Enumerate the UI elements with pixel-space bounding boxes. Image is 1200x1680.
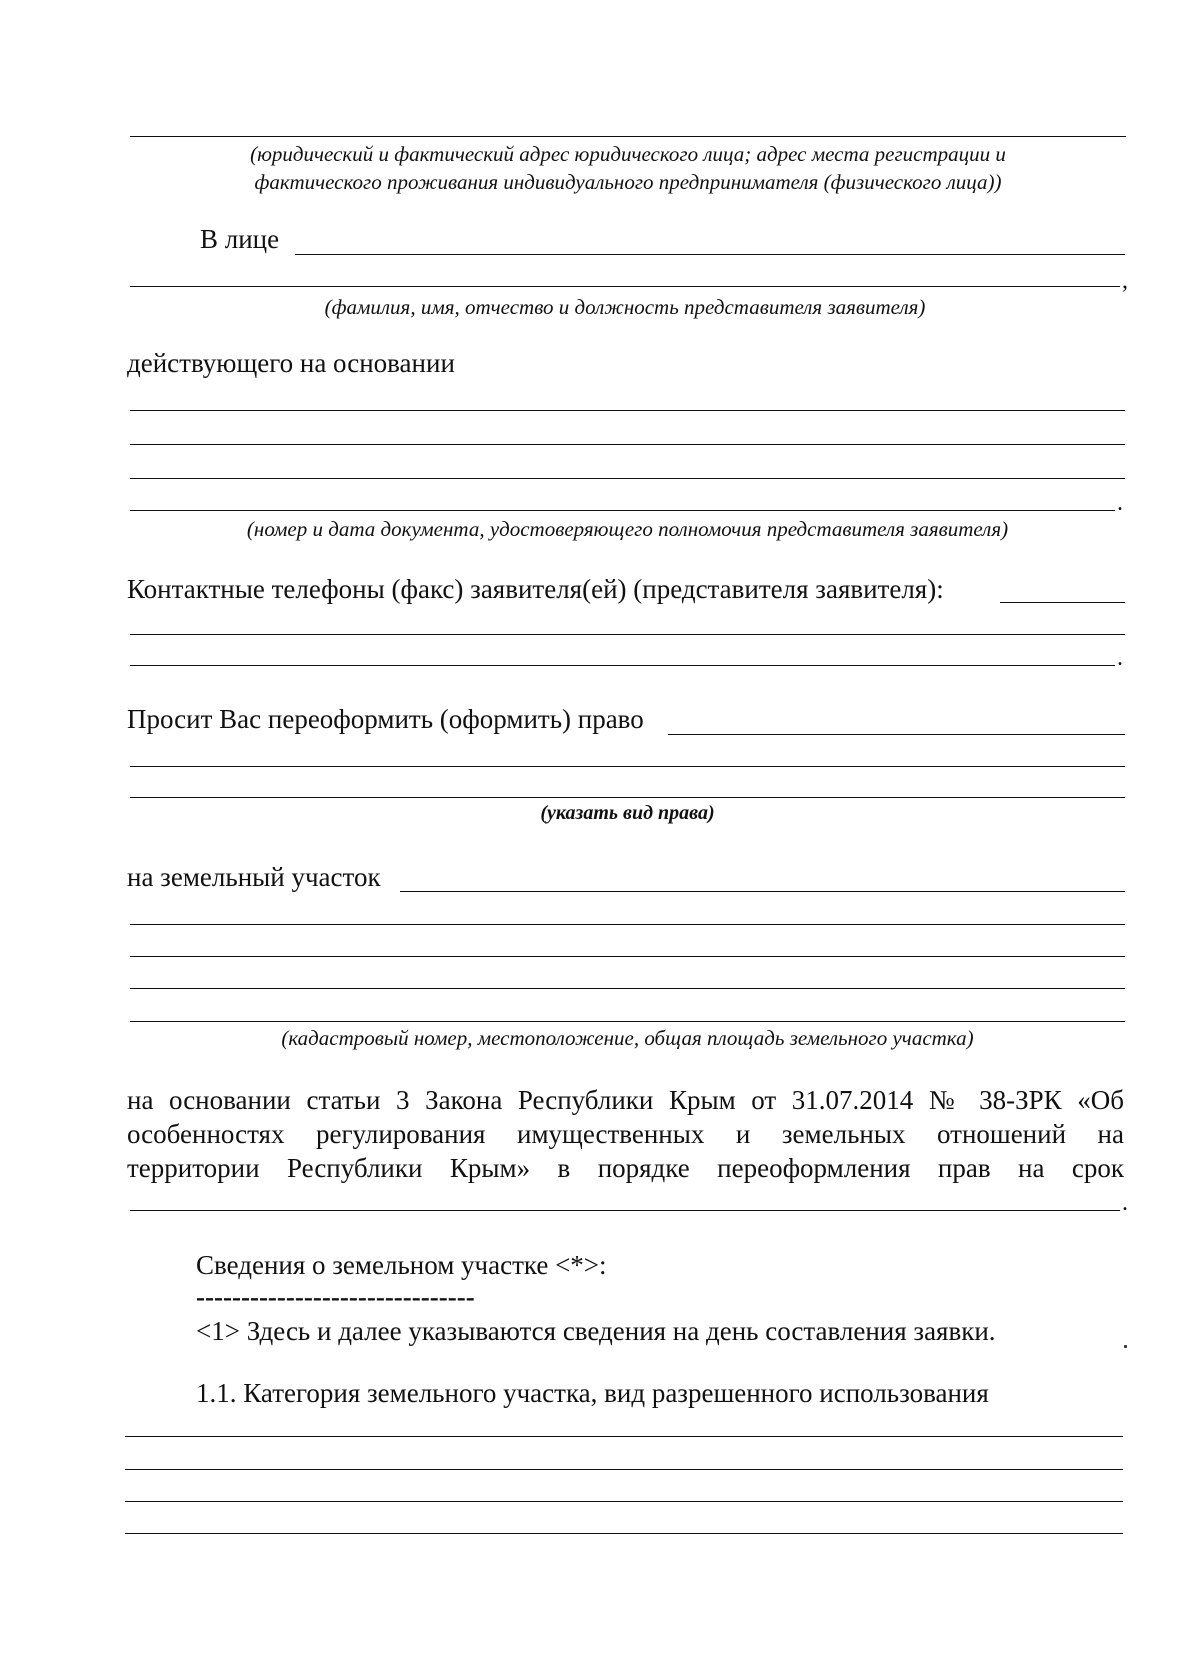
in-person-label: В лице xyxy=(200,224,280,254)
acting-basis-label: действующего на основании xyxy=(127,348,455,378)
stray-mark xyxy=(1124,1345,1127,1348)
basis-paragraph-line2: особенностях регулирования имущественных и земельных отношений на xyxy=(127,1119,1124,1149)
period: . xyxy=(1122,1190,1128,1216)
footnote-text: <1> Здесь и далее указываются сведения на день составления заявки. xyxy=(196,1316,996,1346)
address-line[interactable] xyxy=(130,136,1126,137)
period: . xyxy=(1117,645,1123,671)
contacts-field-line3[interactable] xyxy=(130,665,1115,666)
document-caption: (номер и дата документа, удостоверяющего полномочия представителя заявителя) xyxy=(246,517,1009,541)
request-field-line2[interactable] xyxy=(130,766,1125,767)
term-field-line[interactable] xyxy=(130,1210,1120,1211)
acting-basis-line1[interactable] xyxy=(130,410,1125,411)
period: . xyxy=(1117,490,1123,516)
land-plot-field-line3[interactable] xyxy=(130,956,1125,957)
plot-category-line1[interactable] xyxy=(125,1436,1123,1437)
representative-caption: (фамилия, имя, отчество и должность представителя заявителя) xyxy=(324,295,926,319)
request-label: Просит Вас переоформить (оформить) право xyxy=(127,704,644,734)
acting-basis-line4[interactable] xyxy=(130,510,1115,511)
land-plot-field-line4[interactable] xyxy=(130,988,1125,989)
plot-category-label: 1.1. Категория земельного участка, вид разрешенного использования xyxy=(196,1378,989,1408)
address-caption-line2: фактического проживания индивидуального предпринимателя (физического лица)) xyxy=(254,170,1002,194)
plot-category-line4[interactable] xyxy=(125,1533,1123,1534)
basis-paragraph-line1: на основании статьи 3 Закона Республики Крым от 31.07.2014 № 38-ЗРК «Об xyxy=(127,1085,1124,1115)
land-plot-label: на земельный участок xyxy=(127,862,381,892)
contacts-field-line1[interactable] xyxy=(1000,602,1125,603)
land-plot-field-line2[interactable] xyxy=(130,924,1125,925)
comma: , xyxy=(1122,268,1128,294)
plot-category-line2[interactable] xyxy=(125,1469,1123,1470)
plot-category-line3[interactable] xyxy=(125,1501,1123,1502)
land-plot-field-line1[interactable] xyxy=(400,891,1125,892)
acting-basis-line2[interactable] xyxy=(130,444,1125,445)
land-plot-caption: (кадастровый номер, местоположение, общая площадь земельного участка) xyxy=(281,1026,974,1050)
request-field-line3[interactable] xyxy=(130,797,1125,798)
acting-basis-line3[interactable] xyxy=(130,478,1125,479)
right-type-caption: (указать вид права) xyxy=(540,802,715,824)
request-field-line1[interactable] xyxy=(668,734,1125,735)
contacts-label: Контактные телефоны (факс) заявителя(ей) (представителя заявителя): xyxy=(127,574,944,604)
basis-paragraph-line3: территории Республики Крым» в порядке переоформления прав на срок xyxy=(127,1153,1124,1183)
plot-info-heading: Сведения о земельном участке <*>: xyxy=(196,1250,607,1280)
land-plot-field-line5[interactable] xyxy=(130,1021,1125,1022)
address-caption-line1: (юридический и фактический адрес юридического лица; адрес места регистрации и xyxy=(250,142,1006,166)
contacts-field-line2[interactable] xyxy=(130,634,1125,635)
in-person-field-line2[interactable] xyxy=(130,286,1120,287)
in-person-field-line1[interactable] xyxy=(295,254,1125,255)
footnote-divider: ------------------------------- xyxy=(196,1282,475,1312)
